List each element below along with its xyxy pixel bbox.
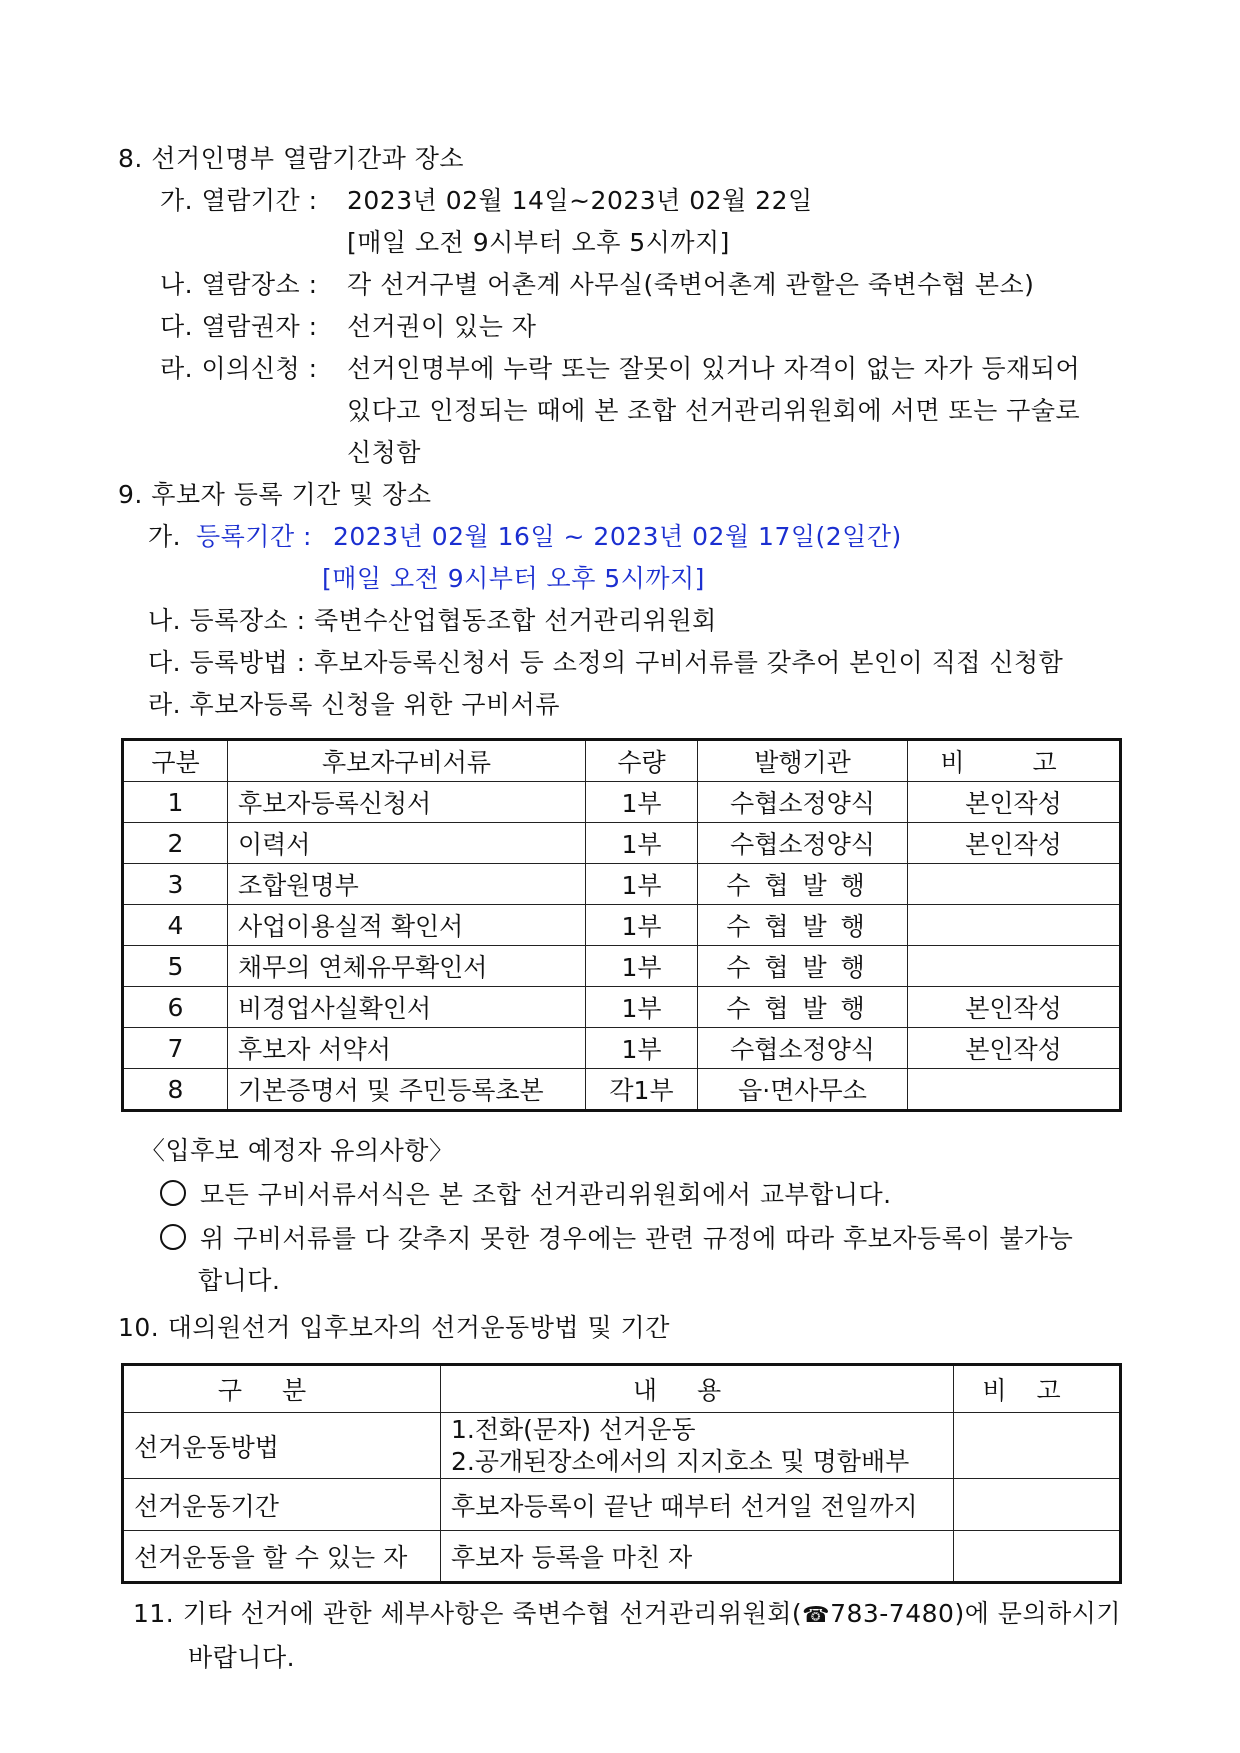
content-line: 2.공개된장소에서의 지지호소 및 명함배부 [451, 1446, 910, 1476]
row-note [954, 1413, 1121, 1479]
bullet-circle-icon [160, 1224, 186, 1250]
bullet-circle-icon [160, 1180, 186, 1206]
row-number: 4 [123, 905, 228, 946]
notice-item-2 [160, 1221, 1073, 1257]
section-11-line1 [133, 1596, 1121, 1634]
row-label: 선거운동방법 [123, 1413, 441, 1479]
s8-place-label: 나. 열람장소 : [160, 270, 318, 299]
table-row [123, 864, 1121, 905]
row-document: 사업이용실적 확인서 [228, 905, 586, 946]
s8-viewer-value: 선거권이 있는 자 [347, 312, 537, 341]
row-number: 8 [123, 1069, 228, 1111]
s9-place: 나. 등록장소 : 죽변수산업협동조합 선거관리위원회 [148, 606, 717, 635]
row-issuer: 수협발행 [698, 946, 908, 987]
phone-icon: ☎ [802, 1603, 831, 1628]
row-number: 2 [123, 823, 228, 864]
row-note [908, 946, 1121, 987]
row-issuer: 수협소정양식 [698, 1028, 908, 1069]
header-category: 구분 [123, 1365, 441, 1413]
row-issuer: 수협발행 [698, 864, 908, 905]
section-8-heading: 8. 선거인명부 열람기간과 장소 [118, 144, 464, 173]
row-content [441, 1413, 954, 1479]
header-document: 후보자구비서류 [228, 740, 586, 782]
s9-method: 다. 등록방법 : 후보자등록신청서 등 소정의 구비서류를 갖추어 본인이 직접 신청함 [148, 648, 1064, 677]
row-note: 본인작성 [908, 987, 1121, 1028]
row-issuer: 수협발행 [698, 905, 908, 946]
row-quantity: 각1부 [586, 1069, 698, 1111]
s9-period-label: 등록기간 : [196, 522, 312, 551]
row-document: 비경업사실확인서 [228, 987, 586, 1028]
row-note [908, 864, 1121, 905]
s11-text: 11. 기타 선거에 관한 세부사항은 죽변수협 선거관리위원회( [133, 1599, 803, 1628]
section-9-heading: 9. 후보자 등록 기간 및 장소 [118, 480, 432, 509]
notice-heading: 〈입후보 예정자 유의사항〉 [140, 1136, 455, 1165]
notice-item-2-cont: 합니다. [198, 1266, 281, 1295]
row-issuer: 수협소정양식 [698, 782, 908, 823]
s8-period-value: 2023년 02월 14일~2023년 02월 22일 [347, 186, 813, 215]
content-line: 1.전화(문자) 선거운동 [451, 1414, 696, 1444]
row-content: 후보자등록이 끝난 때부터 선거일 전일까지 [441, 1479, 954, 1531]
row-document: 후보자 서약서 [228, 1028, 586, 1069]
table-header-row [123, 740, 1121, 782]
row-quantity: 1부 [586, 1028, 698, 1069]
table-row [123, 946, 1121, 987]
s9-period-hours: [매일 오전 9시부터 오후 5시까지] [322, 564, 705, 593]
row-quantity: 1부 [586, 823, 698, 864]
s8-period-label: 가. 열람기간 : [160, 186, 318, 215]
row-number: 6 [123, 987, 228, 1028]
header-note: 비고 [954, 1365, 1121, 1413]
s8-place-value: 각 선거구별 어촌계 사무실(죽변어촌계 관할은 죽변수협 본소) [347, 270, 1035, 299]
s8-objection-line1: 선거인명부에 누락 또는 잘못이 있거나 자격이 없는 자가 등재되어 [347, 354, 1081, 383]
row-note: 본인작성 [908, 823, 1121, 864]
header-quantity: 수량 [586, 740, 698, 782]
table-header-row [123, 1365, 1121, 1413]
header-content: 내용 [441, 1365, 954, 1413]
phone-number: 783-7480 [830, 1599, 955, 1628]
row-issuer: 수협발행 [698, 987, 908, 1028]
header-category: 구분 [123, 740, 228, 782]
row-quantity: 1부 [586, 946, 698, 987]
row-note [908, 905, 1121, 946]
row-document: 기본증명서 및 주민등록초본 [228, 1069, 586, 1111]
row-label: 선거운동기간 [123, 1479, 441, 1531]
row-label: 선거운동을 할 수 있는 자 [123, 1531, 441, 1583]
table-row [123, 823, 1121, 864]
table-row [123, 782, 1121, 823]
table-row [123, 1413, 1121, 1479]
row-document: 채무의 연체유무확인서 [228, 946, 586, 987]
row-document: 후보자등록신청서 [228, 782, 586, 823]
s9-period-value: 2023년 02월 16일 ~ 2023년 02월 17일(2일간) [333, 522, 902, 551]
row-number: 1 [123, 782, 228, 823]
header-note: 비 고 [908, 740, 1121, 782]
s9-docs-heading: 라. 후보자등록 신청을 위한 구비서류 [148, 690, 560, 719]
s8-objection-line3: 신청함 [347, 438, 421, 467]
notice-text: 위 구비서류를 다 갖추지 못한 경우에는 관련 규정에 따라 후보자등록이 불가능 [200, 1224, 1074, 1253]
s8-objection-line2: 있다고 인정되는 때에 본 조합 선거관리위원회에 서면 또는 구술로 [347, 396, 1081, 425]
row-issuer: 수협소정양식 [698, 823, 908, 864]
row-note [954, 1479, 1121, 1531]
row-note: 본인작성 [908, 782, 1121, 823]
campaign-table [121, 1363, 1122, 1584]
row-content: 후보자 등록을 마친 자 [441, 1531, 954, 1583]
row-issuer: 읍·면사무소 [698, 1069, 908, 1111]
row-quantity: 1부 [586, 782, 698, 823]
row-number: 7 [123, 1028, 228, 1069]
row-number: 5 [123, 946, 228, 987]
table-row [123, 987, 1121, 1028]
row-quantity: 1부 [586, 987, 698, 1028]
table-row [123, 1531, 1121, 1583]
row-quantity: 1부 [586, 905, 698, 946]
required-documents-table [121, 738, 1122, 1112]
row-number: 3 [123, 864, 228, 905]
header-issuer: 발행기관 [698, 740, 908, 782]
table-row [123, 1028, 1121, 1069]
notice-item-1 [160, 1177, 892, 1213]
s11-text: )에 문의하시기 [954, 1599, 1122, 1628]
section-10-heading: 10. 대의원선거 입후보자의 선거운동방법 및 기간 [118, 1313, 670, 1342]
s8-period-hours: [매일 오전 9시부터 오후 5시까지] [347, 228, 730, 257]
table-row [123, 1479, 1121, 1531]
row-note [954, 1531, 1121, 1583]
row-note: 본인작성 [908, 1028, 1121, 1069]
row-note [908, 1069, 1121, 1111]
notice-text: 모든 구비서류서식은 본 조합 선거관리위원회에서 교부합니다. [200, 1180, 892, 1209]
section-11-line2: 바랍니다. [188, 1643, 296, 1672]
s8-viewer-label: 다. 열람권자 : [160, 312, 318, 341]
s9-period-prefix: 가. [148, 522, 182, 551]
table-row [123, 1069, 1121, 1111]
row-document: 조합원명부 [228, 864, 586, 905]
row-quantity: 1부 [586, 864, 698, 905]
row-document: 이력서 [228, 823, 586, 864]
s8-objection-label: 라. 이의신청 : [160, 354, 318, 383]
table-row [123, 905, 1121, 946]
